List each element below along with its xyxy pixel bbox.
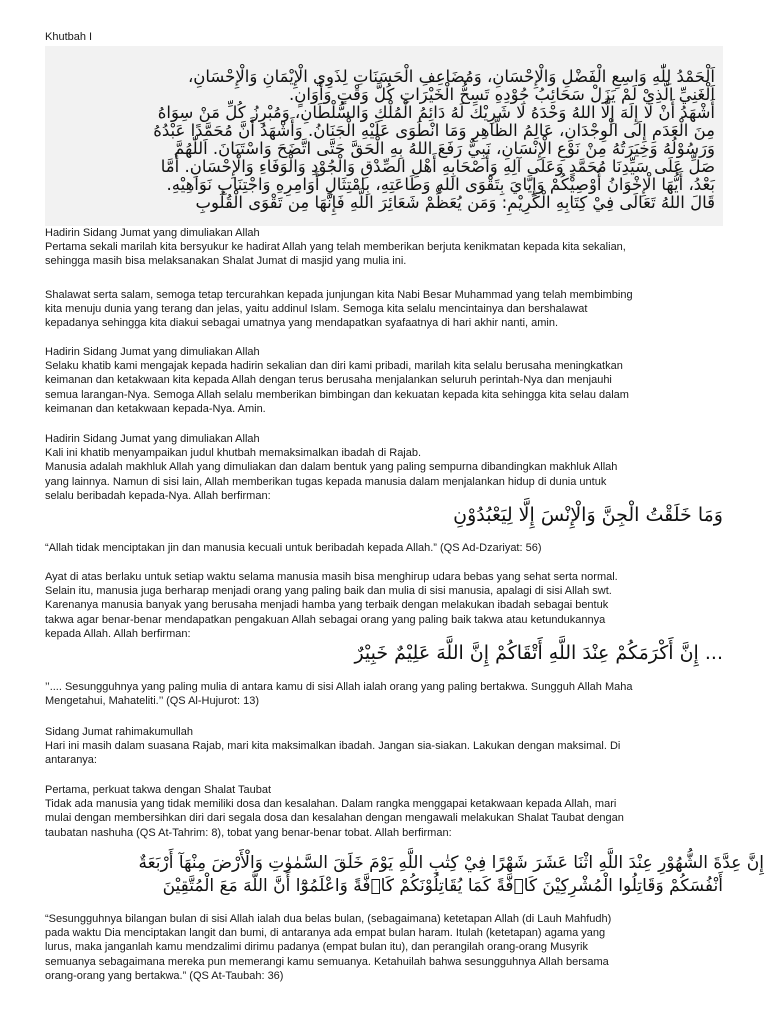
text-line: yang lainnya. Namun di sisi lain, Allah memberikan tugas kepada manusia dalam menjalankan hidup di dunia untuk	[45, 475, 607, 488]
text-line: keimanan dan ketakwaan kepada-Nya. Amin.	[45, 402, 266, 415]
text-line: antaranya:	[45, 754, 97, 767]
verse-translation	[45, 680, 725, 708]
translation-line: lurus, maka janganlah kamu mendzalimi dirimu padanya (empat bulan itu), dan perangilah orang-orang Musyrik	[45, 941, 588, 954]
verse-al-hujurot: ... إِنَّ أَكْرَمَكُمْ عِنْدَ اللَّهِ أَتْقَاكُمْ إِنَّ اللَّهَ عَلِيْمٌ خَبِيْرٌ	[354, 642, 723, 664]
text-line: keimanan dan ketakwaan kita kepada Allah dengan terus berusaha menjalankan seluruh perintah-Nya dan menjauhi	[45, 374, 612, 387]
arabic-line: قَالَ اللهُ تَعَالَى فِيْ كِتَابِهِ الْكَرِيْمِ: وَمَن يُعَظِّمْ شَعَائِرَ اللَّهِ فَإِنَّهَا مِن تَقْوَى الْقُلُوبِ	[195, 193, 715, 212]
text-line: Karenanya manusia banyak yang berusaha menjadi hamba yang terbaik dengan melakukan ibadah sebagai bentuk	[45, 599, 609, 612]
arabic-line: بَعْدُ، أَيُّهَا الْإِخْوَانُ أُوْصِيْكُمْ وَإِيَّايَ بِتَقْوَى اللهِ وَطَاعَتِهِ، بِامْتِثَالِ أَوَامِرِهِ وَاجْتِنَابِ نَوَاهِيْهِ.	[166, 175, 715, 194]
text-line: Hari ini masih dalam suasana Rajab, mari kita maksimalkan ibadah. Jangan sia-siakan. Lakukan dengan maksimal. Di	[45, 740, 621, 753]
text-line: Pertama sekali marilah kita bersyukur ke hadirat Allah yang telah memberikan berjuta kenikmatan kepada kita sekalian,	[45, 241, 626, 254]
text-line: semua larangan-Nya. Semoga Allah selalu memberikan bimbingan dan kekuatan kepada kita sehingga kita selau dalam	[45, 388, 629, 401]
translation-line: “Allah tidak menciptakan jin dan manusia kecuali untuk beribadah kepada Allah.” (QS Ad-Dzariyat: 56)	[45, 542, 542, 554]
translation-line: “Sesungguhnya bilangan bulan di sisi Allah ialah dua belas bulan, (sebagaimana) ketetapan Allah (di Lauh Mahfudh)	[45, 913, 612, 925]
section-shalawat	[45, 288, 725, 331]
arabic-line: صَلِّ عَلَى سَيِّدِنَا مُحَمَّدٍ وَعَلَى آلِهِ وَأَصْحَابِهِ أَهْلِ الصِّدْقِ وَالْجُوْدِ وَالْوَفَاءِ وَالْإِحْسَانِ. أَمَّا	[160, 157, 715, 176]
arabic-line: اَلْحَمْدُ لِلّٰهِ وَاسِعِ الْفَضْلِ وَالْإِحْسَانِ، وَمُضَاعِفِ الْحَسَنَاتِ لِذَوِي الْإِيْمَانِ وَالْإِحْسَانِ،	[187, 67, 715, 86]
section-greeting	[45, 226, 725, 269]
translation-line: ’’.... Sesungguhnya yang paling mulia di antara kamu di sisi Allah ialah orang yang paling bertakwa. Sungguh Allah Maha	[45, 681, 633, 693]
text-line: Shalawat serta salam, semoga tetap tercurahkan kepada junjungan kita Nabi Besar Muhammad yang telah membimbing	[45, 289, 633, 301]
text-line: Selain itu, manusia juga berharap menjadi orang yang paling baik dan mulia di sisi manusia, apalagi di sisi Allah swt.	[45, 585, 612, 598]
translation-line: semuanya sebagaimana mereka pun memerangi kamu semuanya. Ketahuilah bahwa sesungguhnya Allah bersama	[45, 955, 609, 968]
section-heading: Hadirin Sidang Jumat yang dimuliakan Allah	[45, 227, 260, 239]
section-heading: Hadirin Sidang Jumat yang dimuliakan Allah	[45, 346, 260, 358]
text-line: kita menuju dunia yang terang dan jelas, yaitu addinul Islam. Semoga kita selalu mencintainya dan bershalawat	[45, 303, 588, 316]
section-rajab	[45, 432, 725, 503]
section-heading: Pertama, perkuat takwa dengan Shalat Taubat	[45, 784, 272, 796]
text-line: takwa agar benar-benar mendapatkan pengakuan Allah sebagai orang yang paling baik takwa atau ketundukannya	[45, 613, 606, 626]
section-shalat-taubat	[45, 783, 725, 840]
verse-at-taubah-line: أَنْفُسَكُمْ وَقَاتِلُوا الْمُشْرِكِيْنَ كَاۤفَّةً كَمَا يُقَاتِلُوْنَكُمْ كَاۤفَّةً وَاعْلَمُوْٓا أَنَّ اللَّهَ مَعَ الْمُتَّقِيْنَ	[162, 876, 723, 896]
text-line: selalu beribadah kepada-Nya. Allah berfirman:	[45, 489, 271, 502]
arabic-line: اَلْغَنِيِّ الَّذِيْ لَمْ يَزَلْ سَحَائِبُ جُوْدِهِ تَسِحُّ الْخَيْرَاتِ كُلَّ وَقْتٍ وَأَوَانٍ.	[289, 85, 715, 104]
translation-line: pada waktu Dia menciptakan langit dan bumi, di antaranya ada empat bulan haram. Itulah (ketetapan) agama yang	[45, 927, 606, 940]
text-line: Manusia adalah makhluk Allah yang dimuliakan dan dalam bentuk yang paling sempurna dibandingkan makhluk Allah	[45, 461, 618, 474]
arabic-line: أَشْهَدُ أَنْ لَا إِلَهَ إِلَّا اللهُ وَحْدَهُ لَا شَرِيْكَ لَهُ دَائِمُ الْمُلْكِ وَالسُّلْطَانِ، وَمُبْرِزُ كُلِّ مَنْ سِوَاهُ	[157, 103, 715, 122]
text-line: kepadanya sehingga kita diakui sebagai umatnya yang mendapatkan syafaatnya di hari akhir nanti, amin.	[45, 317, 559, 330]
translation-line: Mengetahui, Mahateliti.’’ (QS Al-Hujurot: 13)	[45, 695, 259, 708]
verse-translation	[45, 541, 725, 555]
section-heading: Hadirin Sidang Jumat yang dimuliakan Allah	[45, 433, 260, 445]
text-line: Kali ini khatib menyampaikan judul khutbah memaksimalkan ibadah di Rajab.	[45, 447, 422, 460]
section-heading: Sidang Jumat rahimakumullah	[45, 726, 193, 738]
text-line: mulai dengan membersihkan diri dari segala dosa dan kesalahan dengan mengawali melakukan Shalat Taubat dengan	[45, 812, 624, 825]
text-line: kepada Allah. Allah berfirman:	[45, 627, 191, 640]
verse-at-taubah-line: إِنَّ عِدَّةَ الشُّهُوْرِ عِنْدَ اللَّهِ اثْنَا عَشَرَ شَهْرًا فِيْ كِتٰبِ اللَّهِ يَوْمَ خَلَقَ السَّمٰوٰتِ وَالْأَرْضَ مِنْهَآ أَرْبَعَةٌ	[138, 853, 764, 873]
section-takwa	[45, 345, 725, 416]
arabic-line: مِنَ الْعَدَمِ إِلَى الْوِجْدَانِ، عَالِمُ الظَّاهِرِ وَمَا انْطَوَى عَلَيْهِ الْجَنَانُ. وَأَشْهَدُ أَنَّ مُحَمَّدًا عَبْدُهُ	[153, 121, 715, 140]
section-rahimakumullah	[45, 725, 725, 768]
page-title: Khutbah I	[45, 31, 93, 43]
section-ayat-explanation	[45, 570, 725, 641]
verse-ad-dzariyat: وَمَا خَلَقْتُ الْجِنَّ وَالْإِنْسَ إِلَّا لِيَعْبُدُوْنِ	[453, 504, 723, 526]
opening-arabic-block	[45, 46, 723, 226]
text-line: Ayat di atas berlaku untuk setiap waktu selama manusia masih bisa menghirup udara bebas yang sehat serta normal.	[45, 571, 618, 583]
arabic-line: وَرَسُوْلُهُ وَخِيَرَتُهُ مِنْ نَوْعِ الْإِنْسَانِ، نَبِيٌّ رَفَعَ اللهُ بِهِ الْحَقَّ حَتَّى اتَّضَحَ وَاسْتَبَانَ. اَللّٰهُمَّ	[174, 139, 715, 158]
text-line: Selaku khatib kami mengajak kepada hadirin sekalian dan diri kami pribadi, marilah kita selalu berusaha meningkatkan	[45, 360, 623, 373]
text-line: Tidak ada manusia yang tidak memiliki dosa dan kesalahan. Dalam rangka menggapai ketakwaan kepada Allah, mari	[45, 798, 617, 811]
verse-translation	[45, 912, 725, 983]
translation-line: orang-orang yang bertakwa.” (QS At-Taubah: 36)	[45, 969, 284, 982]
text-line: taubatan nashuha (QS At-Tahrim: 8), tobat yang benar-benar tobat. Allah berfirman:	[45, 826, 452, 839]
text-line: sehingga masih bisa melaksanakan Shalat Jumat di masjid yang mulia ini.	[45, 255, 407, 268]
